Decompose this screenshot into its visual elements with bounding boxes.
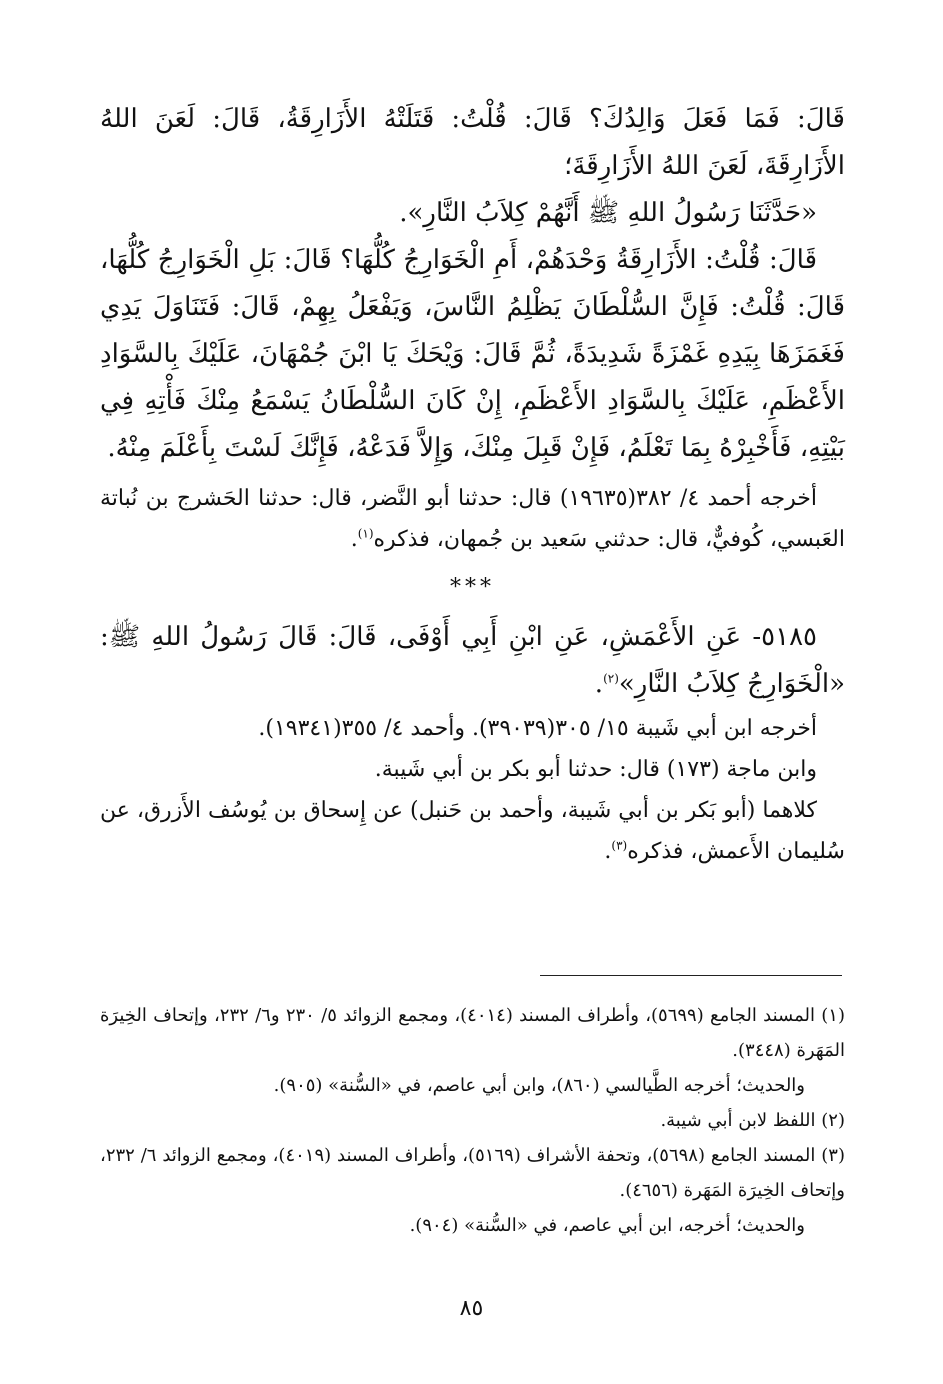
footnote-1: (١) المسند الجامع (٥٦٩٩)، وأطراف المسند (٤٠١٤)، ومجمع الزوائد ٥/ ٢٣٠ و٦/ ٢٣٢، وإتحاف الخِيرَة المَهَرة (٣٤٤٨).: [100, 1005, 845, 1061]
reference-4: [100, 790, 845, 872]
hadith-text: عَنِ الأَعْمَشِ، عَنِ ابْنِ أَبِي أَوْفَى، قَالَ: قَالَ رَسُولُ اللهِ ﷺ: «الْخَوَارِجُ كِلاَبُ النَّارِ»: [100, 622, 845, 699]
footnote-marker-3: (٣): [611, 838, 628, 853]
section-separator: ***: [450, 575, 495, 600]
hadith-end: .: [594, 669, 604, 699]
main-text: [100, 96, 845, 872]
hadith-5185: [100, 614, 845, 708]
footnote-3-continuation: والحديث؛ أخرجه، ابن أبي عاصم، في «السُّنة» (٩٠٤).: [409, 1215, 805, 1236]
footnote-1-continuation: والحديث؛ أخرجه الطَّيالسي (٨٦٠)، وابن أبي عاصم، في «السُّنة» (٩٠٥).: [273, 1075, 805, 1096]
footnotes: [100, 998, 845, 1243]
paragraph-2: قَالَ: قُلْتُ: الأَزَارِقَةُ وَحْدَهُمْ، أَمِ الْخَوَارِجُ كُلُّهَا؟ قَالَ: بَلِ الْخَوَارِجُ كُلُّهَا، قَالَ: قُلْتُ: فَإِنَّ السُّلْطَانَ يَظْلِمُ النَّاسَ، وَيَفْعَلُ بِهِمْ، قَالَ: فَتَنَاوَلَ يَدِي فَغَمَزَهَا بِيَدِهِ غَمْزَةً شَدِيدَةً، ثُمَّ قَالَ: وَيْحَكَ يَا ابْنَ جُمْهَانَ، عَلَيْكَ بِالسَّوَادِ الأَعْظَمِ، عَلَيْكَ بِالسَّوَادِ الأَعْظَمِ، إِنْ كَانَ السُّلْطَانُ يَسْمَعُ مِنْكَ فَأْتِهِ فِي بَيْتِهِ، فَأَخْبِرْهُ بِمَا تَعْلَمُ، فَإِنْ قَبِلَ مِنْكَ، وَإِلاَّ فَدَعْهُ، فَإِنَّكَ لَسْتَ بِأَعْلَمَ مِنْهُ.: [100, 245, 845, 463]
reference-4-text: كلاهما (أبو بَكر بن أبي شَيبة، وأحمد بن حَنبل) عن إِسحاق بن يُوسُف الأَزرق، عن سُليمان الأَعمش، فذكره: [100, 798, 845, 864]
footnote-marker-2: (٢): [603, 671, 619, 686]
reference-2: أخرجه ابن أبي شَيبة ١٥/ ٣٠٥(٣٩٠٣٩). وأحمد ٤/ ٣٥٥(١٩٣٤١).: [258, 716, 817, 741]
hadith-number: ٥١٨٥-: [741, 622, 817, 652]
reference-1: أخرجه أحمد ٤/ ٣٨٢(١٩٦٣٥) قال: حدثنا أبو النَّضر، قال: حدثنا الحَشرج بن نُباتة العَبسي، كُوفيٌّ، قال: حدثني سَعيد بن جُمهان، فذكره$^{(١)}$.: [100, 486, 845, 552]
hadith-quote-1: «حَدَّثَنَا رَسُولُ اللهِ ﷺ أَنَّهُمْ كِلاَبُ النَّارِ».: [399, 198, 817, 228]
reference-1-text: أخرجه أحمد ٤/ ٣٨٢(١٩٦٣٥) قال: حدثنا أبو النَّضر، قال: حدثنا الحَشرج بن نُباتة العَبسي، كُوفيٌّ، قال: حدثني سَعيد بن جُمهان، فذكره: [100, 486, 845, 552]
page-number: ٨٥: [459, 1296, 484, 1321]
reference-3: وابن ماجة (١٧٣) قال: حدثنا أبو بكر بن أبي شَيبة.: [374, 757, 817, 782]
footnote-3: (٣) المسند الجامع (٥٦٩٨)، وتحفة الأشراف (٥١٦٩)، وأطراف المسند (٤٠١٩)، ومجمع الزوائد ٦/ ٢٣٢، وإتحاف الخِيرَة المَهَرة (٤٦٥٦).: [100, 1145, 845, 1201]
footnote-divider: [540, 975, 842, 976]
paragraph-1: قَالَ: فَمَا فَعَلَ وَالِدُكَ؟ قَالَ: قُلْتُ: قَتَلَتْهُ الأَزَارِقَةُ، قَالَ: لَعَنَ اللهُ الأَزَارِقَةَ، لَعَنَ اللهُ الأَزَارِقَةَ؛: [100, 104, 845, 181]
footnote-marker-1: (١): [357, 526, 374, 541]
footnote-2: (٢) اللفظ لابن أبي شيبة.: [660, 1110, 845, 1131]
reference-4-end: .: [604, 839, 612, 864]
